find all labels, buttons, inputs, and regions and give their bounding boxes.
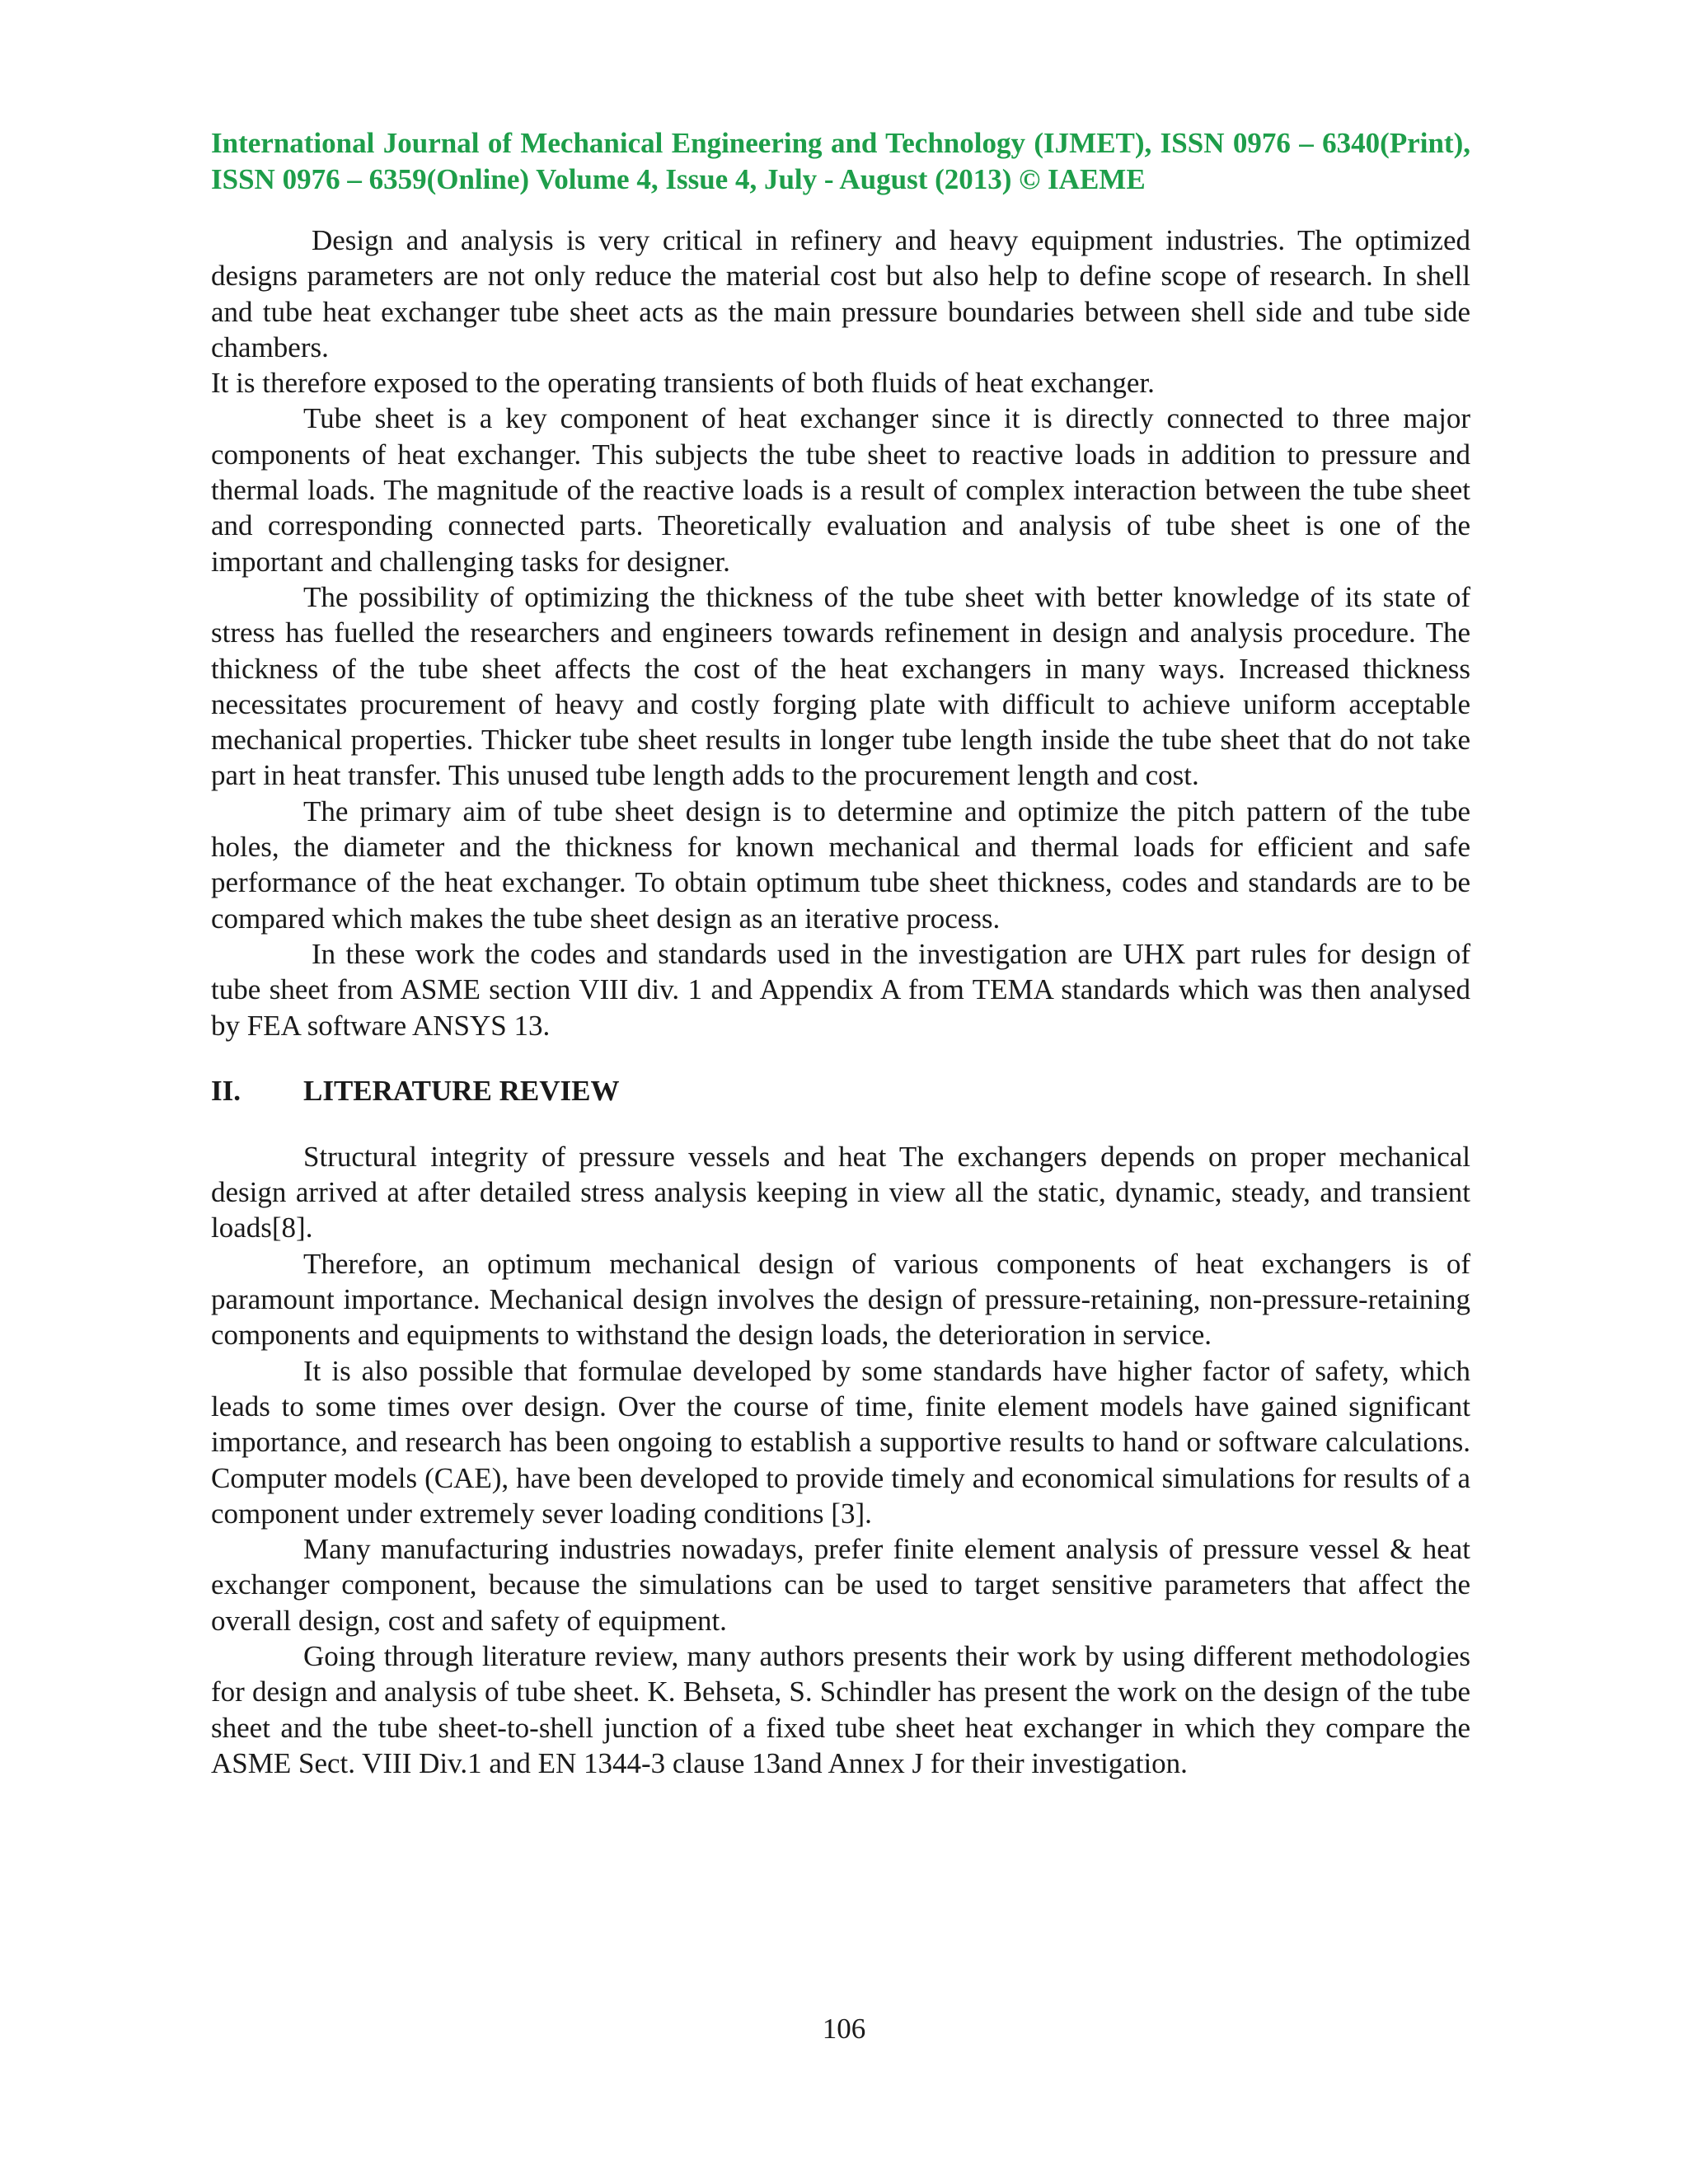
page-content bbox=[211, 125, 1470, 1781]
page-number: 106 bbox=[822, 2013, 866, 2045]
intro-paragraph-3: Tube sheet is a key component of heat exchanger since it is directly connected to three major components of heat exchanger. This subjects the tube sheet to reactive loads in addition to pressure and thermal loads. The magnitude of the reactive loads is a result of complex interaction between the tube sheet and corresponding connected parts. Theoretically evaluation and analysis of tube sheet is one of the important and challenging tasks for designer. bbox=[211, 402, 1470, 578]
literature-paragraph-5: Going through literature review, many authors presents their work by using different methodologies for design and analysis of tube sheet. K. Behseta, S. Schindler has present the work on the design of the tube sheet and the tube sheet-to-shell junction of a fixed tube sheet heat exchanger in which they compare the ASME Sect. VIII Div.1 and EN 1344-3 clause 13and Annex J for their investigation. bbox=[211, 1639, 1470, 1779]
intro-paragraph-5: The primary aim of tube sheet design is to determine and optimize the pitch pattern of the tube holes, the diameter and the thickness for known mechanical and thermal loads for efficient and safe performance of the heat exchanger. To obtain optimum tube sheet thickness, codes and standards are to be compared which makes the tube sheet design as an iterative process. bbox=[211, 794, 1470, 935]
literature-paragraph-3: It is also possible that formulae developed by some standards have higher factor of safety, which leads to some times over design. Over the course of time, finite element models have gained significant importance, and research has been ongoing to establish a supportive results to hand or software calculations. Computer models (CAE), have been developed to provide timely and economical simulations for results of a component under extremely sever loading conditions [3]. bbox=[211, 1354, 1470, 1530]
section-number: II. bbox=[211, 1074, 241, 1107]
section-title: LITERATURE REVIEW bbox=[303, 1074, 620, 1107]
intro-paragraph-4: The possibility of optimizing the thickness of the tube sheet with better knowledge of its state of stress has fuelled the researchers and engineers towards refinement in design and analysis procedure. The thickness of the tube sheet affects the cost of the heat exchangers in many ways. Increased thickness necessitates procurement of heavy and costly forging plate with difficult to achieve uniform acceptable mechanical properties. Thicker tube sheet results in longer tube length inside the tube sheet that do not take part in heat transfer. This unused tube length adds to the procurement length and cost. bbox=[211, 580, 1470, 792]
intro-paragraph-1: Design and analysis is very critical in refinery and heavy equipment industries. The optimized designs parameters are not only reduce the material cost but also help to define scope of research. In shell and tube heat exchanger tube sheet acts as the main pressure boundaries between shell side and tube side chambers. bbox=[211, 224, 1470, 363]
literature-paragraph-2: Therefore, an optimum mechanical design of various components of heat exchangers is of paramount importance. Mechanical design involves the design of pressure-retaining, non-pressure-retaining components and equipments to withstand the design loads, the deterioration in service. bbox=[211, 1247, 1470, 1352]
intro-paragraph-2: It is therefore exposed to the operating transients of both fluids of heat exchanger. bbox=[211, 367, 1155, 400]
journal-header: International Journal of Mechanical Engineering and Technology (IJMET), ISSN 0976 – 6340(Print), ISSN 0976 – 6359(Online) Volume 4, Issue 4, July - August (2013) © IAEME bbox=[211, 127, 1470, 195]
intro-paragraph-6: In these work the codes and standards used in the investigation are UHX part rules for design of tube sheet from ASME section VIII div. 1 and Appendix A from TEMA standards which was then analysed by FEA software ANSYS 13. bbox=[211, 937, 1470, 1042]
section-heading-literature-review bbox=[211, 1073, 1470, 1109]
literature-paragraph-1: Structural integrity of pressure vessels and heat The exchangers depends on proper mechanical design arrived at after detailed stress analysis keeping in view all the static, dynamic, steady, and transient loads[8]. bbox=[211, 1140, 1470, 1244]
literature-paragraph-4: Many manufacturing industries nowadays, prefer finite element analysis of pressure vessel & heat exchanger component, because the simulations can be used to target sensitive parameters that affect the overall design, cost and safety of equipment. bbox=[211, 1533, 1470, 1637]
